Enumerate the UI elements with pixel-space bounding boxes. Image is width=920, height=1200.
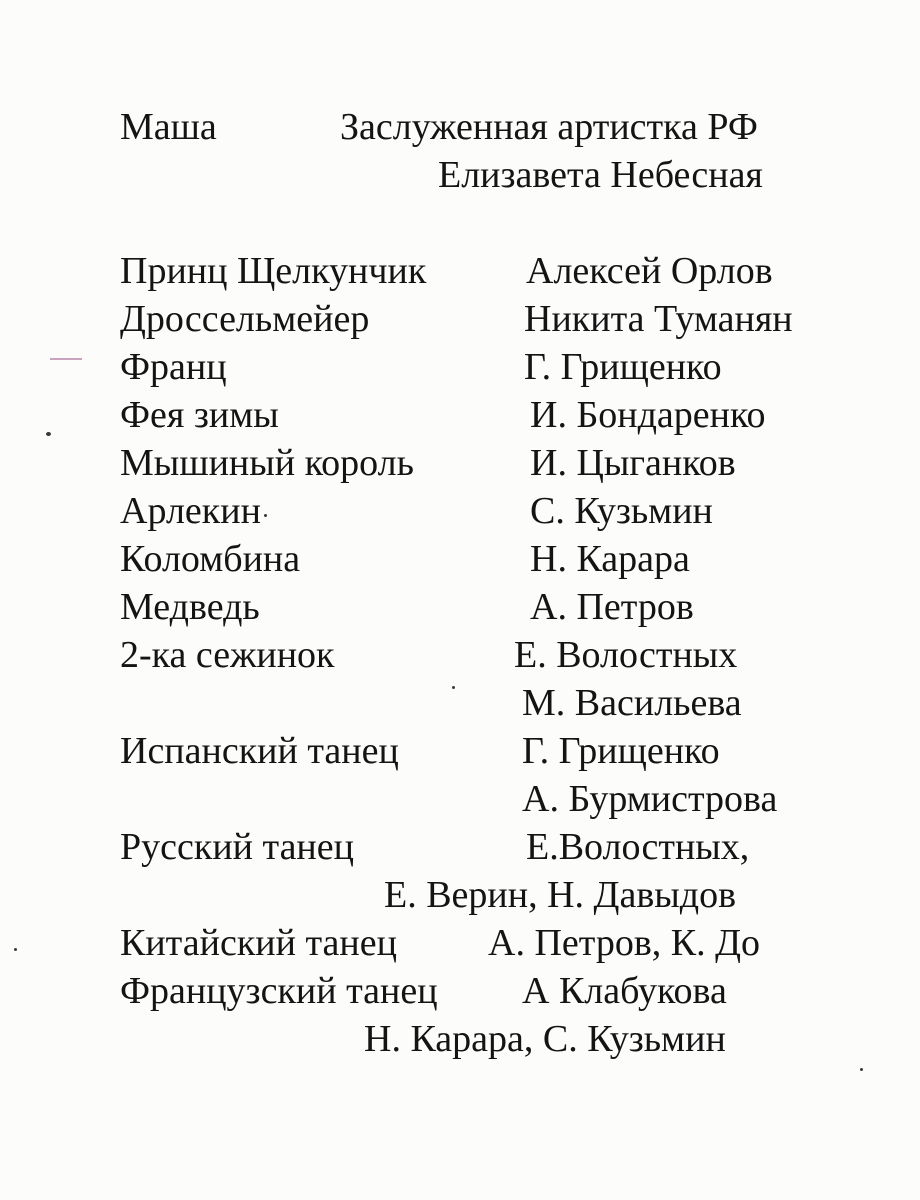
scan-speck [264,514,267,517]
header-title-line: Заслуженная артистка РФ [340,106,758,148]
performer-verin-davydov: Е. Верин, Н. Давыдов [384,874,737,916]
performer-klabukova: А Клабукова [522,970,727,1012]
role-drosselmeyer: Дроссельмейер [120,298,370,340]
role-columbine: Коломбина [120,538,301,580]
role-nutcracker: Принц Щелкунчик [120,250,427,292]
role-russian-dance: Русский танец [120,826,354,868]
role-mouse-king: Мышиный король [120,442,414,484]
performer-petrov: А. Петров [530,586,694,628]
role-snowflakes: 2-ка сежинок [120,634,335,676]
performer-tumanyan: Никита Туманян [524,298,793,340]
role-winter-fairy: Фея зимы [120,394,279,436]
performer-kuzmin: С. Кузьмин [530,490,713,532]
pen-mark [50,358,82,360]
performer-karara: Н. Карара [530,538,690,580]
performer-karara-kuzmin: Н. Карара, С. Кузьмин [364,1018,726,1060]
header-role: Маша [120,106,217,148]
role-chinese-dance: Китайский танец [120,922,397,964]
scan-speck [46,432,51,436]
header-performer: Елизавета Небесная [438,154,763,196]
performer-vasilieva: М. Васильева [522,682,742,724]
performer-volostnykh: Е. Волостных [514,634,738,676]
performer-burmistrova: А. Бурмистрова [522,778,778,820]
performer-petrov-do: А. Петров, К. До [488,922,761,964]
performer-bondarenko: И. Бондаренко [530,394,766,436]
scan-speck [14,948,17,951]
role-spanish-dance: Испанский танец [120,730,399,772]
performer-orlov: Алексей Орлов [526,250,773,292]
performer-volostnykh-2: Е.Волостных, [526,826,750,868]
scan-speck [452,686,455,689]
performer-grishchenko-2: Г. Грищенко [522,730,720,772]
role-franz: Франц [120,346,227,388]
role-bear: Медведь [120,586,260,628]
role-french-dance: Французский танец [120,970,438,1012]
scan-speck [860,1068,863,1071]
performer-grishchenko: Г. Грищенко [524,346,722,388]
performer-tsygankov: И. Цыганков [530,442,736,484]
role-harlequin: Арлекин [120,490,261,532]
